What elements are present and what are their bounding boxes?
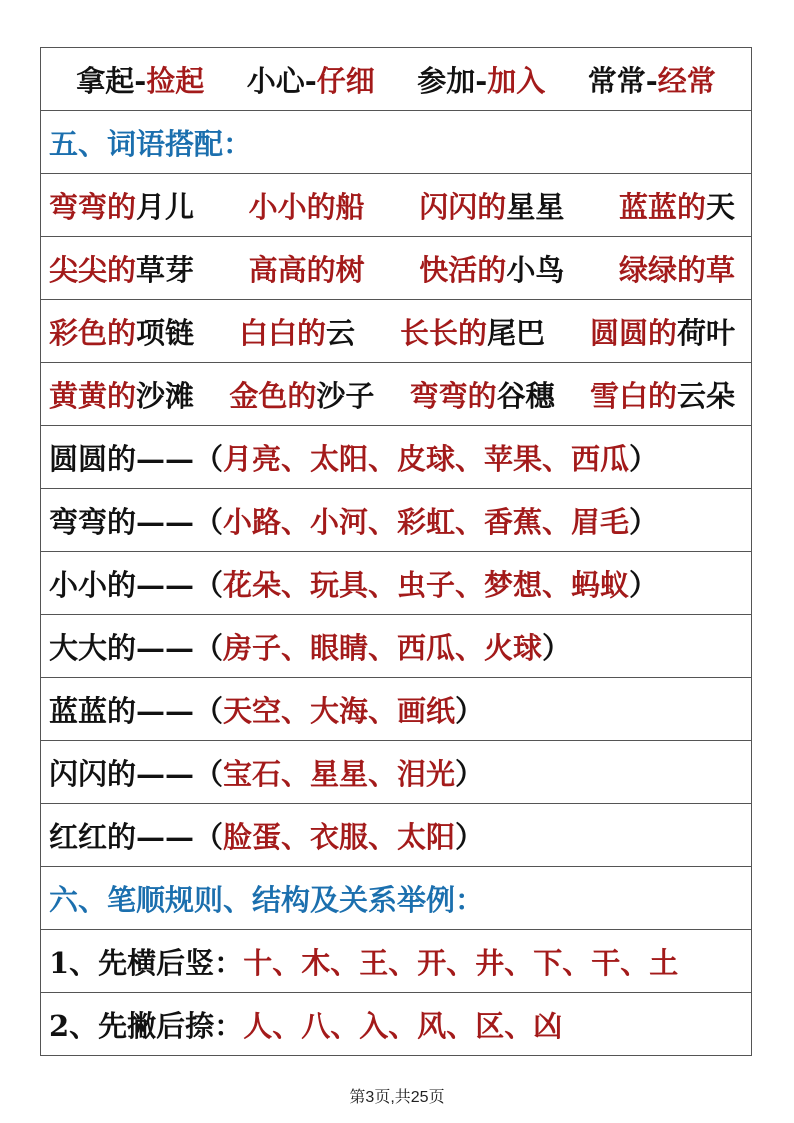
worksheet-table <box>40 47 752 1056</box>
phrase-row <box>41 174 752 237</box>
phrase: 圆圆的荷叶 <box>589 315 735 350</box>
collocation-row: 弯弯的——（小路、小河、彩虹、香蕉、眉毛） <box>41 489 752 552</box>
collocation-row: 小小的——（花朵、玩具、虫子、梦想、蚂蚁） <box>41 552 752 615</box>
synonym-pair: 参加-加入 <box>417 63 546 98</box>
phrase: 黄黄的沙滩 <box>49 378 195 413</box>
synonym-pair: 常常-经常 <box>587 63 716 98</box>
collocation-row: 闪闪的——（宝石、星星、泪光） <box>41 741 752 804</box>
synonym-row <box>41 48 752 111</box>
synonym-cell <box>41 48 752 111</box>
word: 拿起 <box>76 63 135 98</box>
rule-row: 1、先横后竖：十、木、王、开、井、下、干、土 <box>41 930 752 993</box>
phrase-row <box>41 300 752 363</box>
phrase-row <box>41 363 752 426</box>
collocation-row: 大大的——（房子、眼睛、西瓜、火球） <box>41 615 752 678</box>
collocation-row: 圆圆的——（月亮、太阳、皮球、苹果、西瓜） <box>41 426 752 489</box>
phrase: 雪白的云朵 <box>589 378 735 413</box>
synonym-pair: 小心-仔细 <box>246 63 375 98</box>
word: 参加 <box>417 63 476 98</box>
word: 小心 <box>246 63 305 98</box>
phrase: 白白的云 <box>238 315 356 350</box>
phrase: 彩色的项链 <box>49 315 195 350</box>
page-footer: 第3页,共25页 <box>349 1089 445 1106</box>
phrase: 闪闪的星星 <box>419 189 565 224</box>
phrase: 长长的尾巴 <box>399 315 545 350</box>
phrase: 绿绿的草 <box>618 252 735 287</box>
synonym: 加入 <box>487 63 546 98</box>
phrase: 弯弯的月儿 <box>49 189 195 224</box>
phrase: 弯弯的谷穗 <box>409 378 555 413</box>
phrase: 蓝蓝的天 <box>618 189 735 224</box>
rule-row: 2、先撇后捺：人、八、入、风、区、凶 <box>41 993 752 1056</box>
synonym-pair: 拿起-捡起 <box>76 63 205 98</box>
synonym: 捡起 <box>146 63 205 98</box>
collocation-row: 蓝蓝的——（天空、大海、画纸） <box>41 678 752 741</box>
section-6-title: 六、笔顺规则、结构及关系举例： <box>41 867 752 930</box>
phrase: 小小的船 <box>248 189 365 224</box>
word: 常常 <box>587 63 646 98</box>
phrase: 金色的沙子 <box>229 378 375 413</box>
phrase: 尖尖的草芽 <box>49 252 195 287</box>
collocation-row: 红红的——（脸蛋、衣服、太阳） <box>41 804 752 867</box>
phrase-row <box>41 237 752 300</box>
section-5-title: 五、词语搭配： <box>41 111 752 174</box>
synonym: 仔细 <box>316 63 375 98</box>
phrase: 快活的小鸟 <box>419 252 565 287</box>
phrase: 高高的树 <box>248 252 365 287</box>
synonym: 经常 <box>657 63 716 98</box>
